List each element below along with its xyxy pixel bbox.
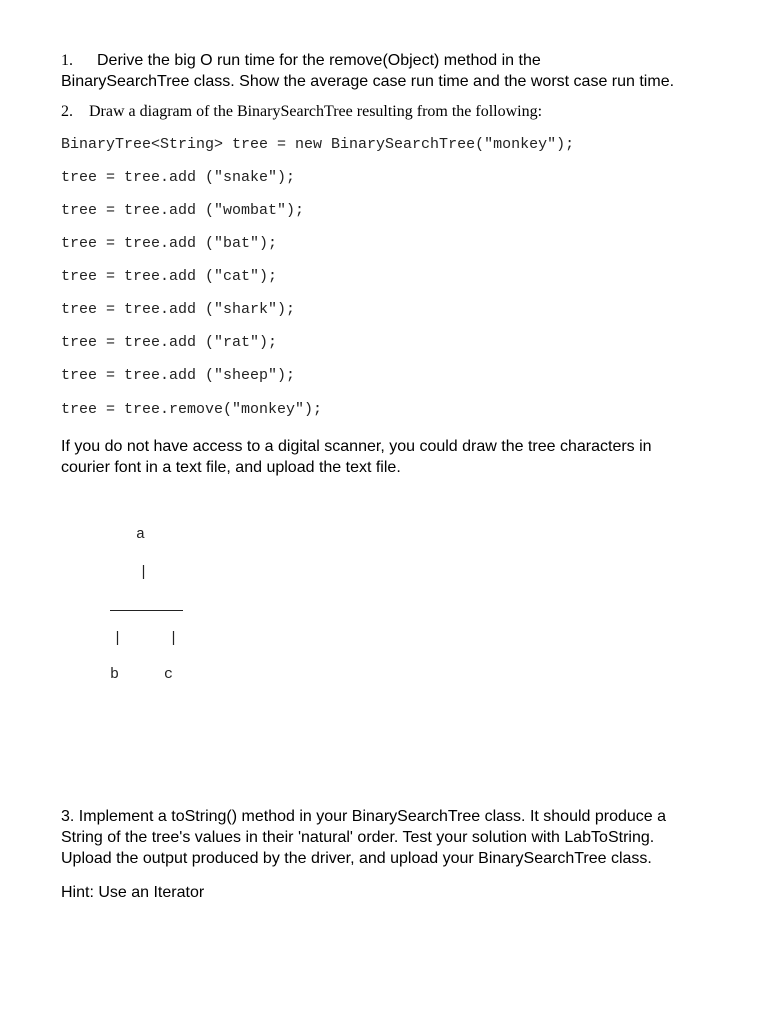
tree-root-node: a — [136, 526, 146, 543]
scanner-note-line-2: courier font in a text file, and upload the text file. — [61, 459, 401, 476]
question-3-line-2: String of the tree's values in their 'natural' order. Test your solution with LabToString. — [61, 829, 655, 846]
code-line-6: tree = tree.add ("shark"); — [61, 301, 296, 318]
tree-left-node: b — [110, 666, 120, 683]
scanner-note-line-1: If you do not have access to a digital scanner, you could draw the tree characters in — [61, 438, 652, 455]
question-1-text-line-2: BinarySearchTree class. Show the average case run time and the worst case run time. — [61, 73, 675, 90]
code-line-4: tree = tree.add ("bat"); — [61, 235, 278, 252]
question-1-number: 1. — [61, 52, 73, 69]
code-line-3: tree = tree.add ("wombat"); — [61, 202, 305, 219]
question-2-heading — [61, 101, 751, 122]
question-1 — [61, 50, 751, 92]
code-line-5: tree = tree.add ("cat"); — [61, 268, 278, 285]
question-2-number: 2. — [61, 103, 73, 120]
code-line-8: tree = tree.add ("sheep"); — [61, 367, 296, 384]
tree-right-stem: | — [169, 630, 179, 647]
code-line-9: tree = tree.remove("monkey"); — [61, 401, 323, 418]
code-line-1: BinaryTree<String> tree = new BinarySearchTree("monkey"); — [61, 136, 575, 153]
question-1-text-line-1: Derive the big O run time for the remove(Object) method in the — [97, 52, 541, 69]
question-2-text: Draw a diagram of the BinarySearchTree resulting from the following: — [89, 103, 543, 120]
tree-root-stem: | — [139, 564, 149, 581]
hint-text: Hint: Use an Iterator — [61, 884, 205, 901]
code-line-7: tree = tree.add ("rat"); — [61, 334, 278, 351]
scanner-note — [61, 436, 751, 478]
code-line-2: tree = tree.add ("snake"); — [61, 169, 296, 186]
question-3-line-3: Upload the output produced by the driver, and upload your BinarySearchTree class. — [61, 850, 652, 867]
tree-right-node: c — [164, 666, 174, 683]
question-1-line-1 — [61, 50, 751, 71]
tree-branch-line — [110, 610, 183, 611]
question-3 — [61, 806, 751, 869]
tree-left-stem: | — [113, 630, 123, 647]
question-3-line-1: 3. Implement a toString() method in your BinarySearchTree class. It should produce a — [61, 808, 667, 825]
